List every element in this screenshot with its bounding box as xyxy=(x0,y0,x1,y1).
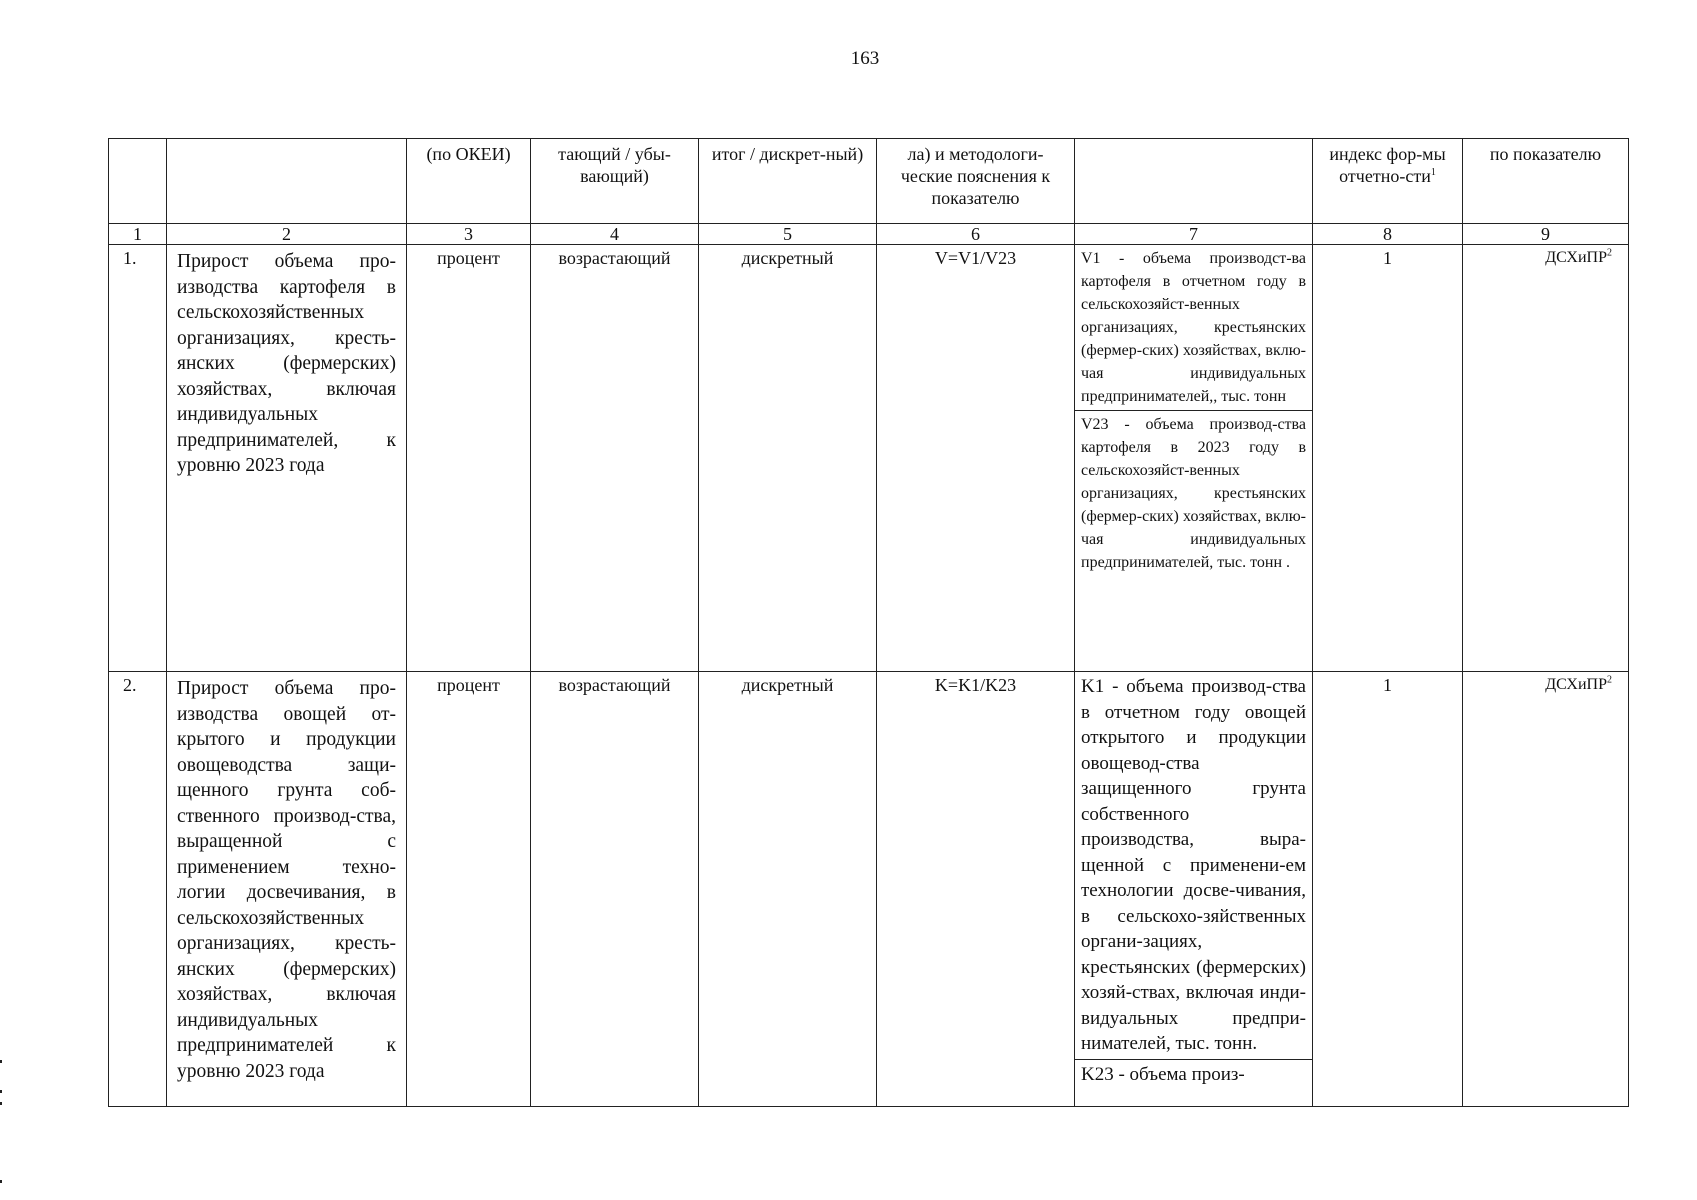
explanation-part: K23 - объема произ- xyxy=(1075,1059,1312,1090)
header-cell-unit: (по ОКЕИ) xyxy=(407,139,531,224)
column-number: 5 xyxy=(699,224,877,245)
column-number: 7 xyxy=(1075,224,1313,245)
column-number: 6 xyxy=(877,224,1075,245)
page-number: 163 xyxy=(850,48,880,69)
explanation-part: V1 - объема производст-ва картофеля в отчетном году в сельскохозяйст-венных организациях, крестьянских (фермер-ских) хозяйствах, вклю-чая индивидуальных предпринимателей,, тыс. тонн xyxy=(1081,250,1306,405)
header-cell-dynamics: тающий / убы-вающий) xyxy=(531,139,699,224)
scan-artifact xyxy=(0,1090,2,1093)
type-cell: дискретный xyxy=(699,672,877,1107)
indicator-table xyxy=(108,138,1629,1107)
column-number: 2 xyxy=(167,224,407,245)
header-row xyxy=(109,139,1629,224)
row-index: 1. xyxy=(109,245,167,672)
row-index: 2. xyxy=(109,672,167,1107)
column-number: 4 xyxy=(531,224,699,245)
source-text: ДСХиПР xyxy=(1545,249,1607,266)
header-cell-7 xyxy=(1075,139,1313,224)
column-number: 9 xyxy=(1463,224,1629,245)
header-cell-2 xyxy=(167,139,407,224)
header-form-index-text: индекс фор-мы отчетно-сти xyxy=(1329,144,1446,186)
column-number: 8 xyxy=(1313,224,1463,245)
table-row xyxy=(109,672,1629,1107)
scan-artifact xyxy=(0,1180,2,1183)
header-cell-method: ла) и методологи-ческие пояснения к показателю xyxy=(877,139,1075,224)
header-cell-1 xyxy=(109,139,167,224)
form-index-cell: 1 xyxy=(1313,245,1463,672)
footnote-marker: 2 xyxy=(1607,247,1612,259)
header-cell-source: по показателю xyxy=(1463,139,1629,224)
source-cell xyxy=(1463,672,1629,1107)
unit-cell: процент xyxy=(407,672,531,1107)
type-cell: дискретный xyxy=(699,245,877,672)
header-cell-type: итог / дискрет-ный) xyxy=(699,139,877,224)
scan-artifact xyxy=(0,1060,2,1063)
formula-cell: K=K1/K23 xyxy=(877,672,1075,1107)
scan-artifact xyxy=(0,1102,2,1105)
table-row xyxy=(109,245,1629,672)
source-text: ДСХиПР xyxy=(1545,676,1607,693)
source-cell xyxy=(1463,245,1629,672)
indicator-name: Прирост объема про-изводства овощей от-крытого и продукции овощеводства защи-щенного грунта соб-ственного производ-ства, выращенной с применением техно-логии досвечивания, в сельскохозяйственных организациях, кресть-янских (фермерских) хозяйствах, включая индивидуальных предпринимателей к уровню 2023 года xyxy=(167,672,407,1107)
unit-cell: процент xyxy=(407,245,531,672)
indicator-name: Прирост объема про-изводства картофеля в сельскохозяйственных организациях, кресть-янских (фермерских) хозяйствах, включая индивидуальных предпринимателей, к уровню 2023 года xyxy=(167,245,407,672)
form-index-cell: 1 xyxy=(1313,672,1463,1107)
dynamics-cell: возрастающий xyxy=(531,245,699,672)
column-number: 1 xyxy=(109,224,167,245)
header-cell-form-index xyxy=(1313,139,1463,224)
explanation-part: V23 - объема производ-ства картофеля в 2023 году в сельскохозяйст-венных организациях, крестьянских (фермер-ских) хозяйствах, вклю-чая индивидуальных предпринимателей, тыс. тонн . xyxy=(1075,410,1312,576)
footnote-marker: 2 xyxy=(1607,674,1612,686)
dynamics-cell: возрастающий xyxy=(531,672,699,1107)
column-number: 3 xyxy=(407,224,531,245)
explanation-cell xyxy=(1075,672,1313,1107)
column-number-row xyxy=(109,224,1629,245)
explanation-part: K1 - объема производ-ства в отчетном году овощей открытого и продукции овощевод-ства защищенного грунта собственного производства, выра-щенной с применени-ем технологии досве-чивания, в сельскохо-зяйственных органи-зациях, крестьянских (фермерских) хозяй-ствах, включая инди-видуальных предпри-нимателей, тыс. тонн. xyxy=(1081,676,1306,1054)
footnote-marker: 1 xyxy=(1430,167,1436,178)
formula-cell: V=V1/V23 xyxy=(877,245,1075,672)
explanation-cell xyxy=(1075,245,1313,672)
